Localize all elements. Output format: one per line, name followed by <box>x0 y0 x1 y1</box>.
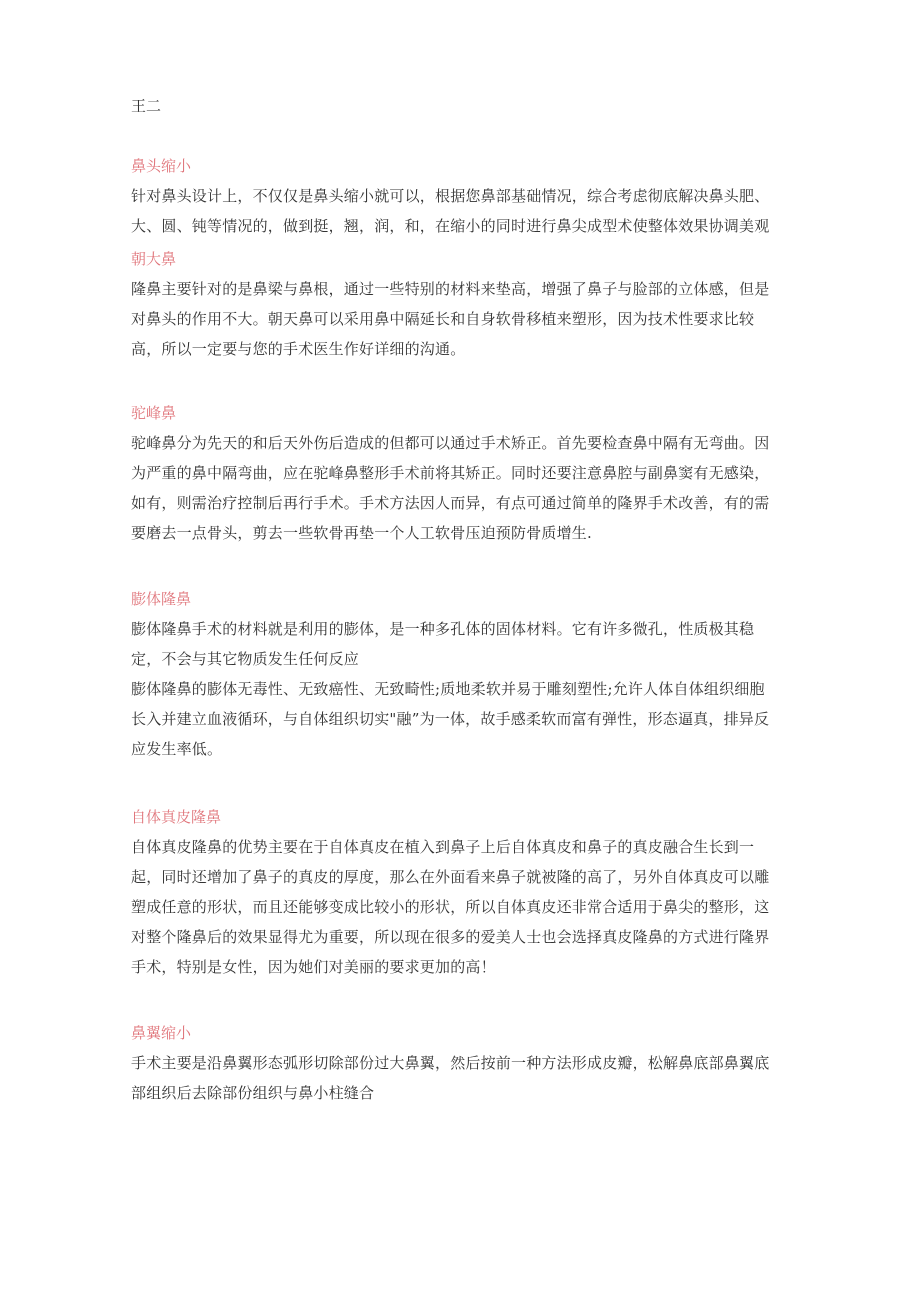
paragraph-line: 驼峰鼻分为先天的和后天外伤后造成的但都可以通过手术矫正。首先要检查鼻中隔有无弯曲。因 <box>131 434 770 452</box>
paragraph-line: 膨体隆鼻手术的材料就是利用的膨体，是一种多孔体的固体材料。它有许多微孔，性质极其稳 <box>131 620 755 638</box>
paragraph-line: 要磨去一点骨头，剪去一些软骨再垫一个人工软骨压迫预防骨质增生. <box>131 524 592 542</box>
section-eptfe-rhinoplasty <box>131 588 801 760</box>
paragraph-line: 对整个隆鼻后的效果显得尤为重要，所以现在很多的爱美人士也会选择真皮隆鼻的方式进行隆界 <box>131 928 770 946</box>
author-name: 王二 <box>131 97 162 115</box>
section-heading: 膨体隆鼻 <box>131 590 192 608</box>
section-alar-reduction <box>131 1022 801 1104</box>
paragraph-line: 塑成任意的形状，而且还能够变成比较小的形状，所以自体真皮还非常合适用于鼻尖的整形，这 <box>131 898 770 916</box>
paragraph-line: 大、圆、钝等情况的，做到挺，翘，润，和，在缩小的同时进行鼻尖成型术使整体效果协调美观 <box>131 217 770 235</box>
paragraph-line: 起，同时还增加了鼻子的真皮的厚度，那么在外面看来鼻子就被隆的高了，另外自体真皮可以雕 <box>131 868 770 886</box>
paragraph-line: 定，不会与其它物质发生任何反应 <box>131 650 360 668</box>
section-heading: 鼻翼缩小 <box>131 1024 192 1042</box>
section-heading: 朝大鼻 <box>131 250 177 268</box>
paragraph-line: 部组织后去除部份组织与鼻小柱缝合 <box>131 1084 375 1102</box>
section-heading: 自体真皮隆鼻 <box>131 808 222 826</box>
paragraph-line: 如有，则需治疗控制后再行手术。手术方法因人而异，有点可通过简单的隆界手术改善，有的需 <box>131 494 770 512</box>
paragraph-line: 应发生率低。 <box>131 740 223 758</box>
paragraph-line: 对鼻头的作用不大。朝天鼻可以采用鼻中隔延长和自身软骨移植来塑形，因为技术性要求比较 <box>131 310 755 328</box>
paragraph-line: 自体真皮隆鼻的优势主要在于自体真皮在植入到鼻子上后自体真皮和鼻子的真皮融合生长到一 <box>131 838 755 856</box>
paragraph-line: 针对鼻头设计上，不仅仅是鼻头缩小就可以，根据您鼻部基础情况，综合考虑彻底解决鼻头肥、 <box>131 187 770 205</box>
paragraph-line: 为严重的鼻中隔弯曲，应在驼峰鼻整形手术前将其矫正。同时还要注意鼻腔与副鼻窦有无感染， <box>131 464 770 482</box>
section-nose-tip-reduction <box>131 155 801 237</box>
section-heading: 驼峰鼻 <box>131 404 177 422</box>
paragraph-line: 手术主要是沿鼻翼形态弧形切除部份过大鼻翼，然后按前一种方法形成皮瓣，松解鼻底部鼻翼底 <box>131 1054 770 1072</box>
paragraph-line: 高，所以一定要与您的手术医生作好详细的沟通。 <box>131 340 466 358</box>
section-heading: 鼻头缩小 <box>131 157 192 175</box>
paragraph-line: 手术，特别是女性，因为她们对美丽的要求更加的高！ <box>131 958 496 976</box>
section-upturned-nose <box>131 248 801 360</box>
paragraph-line: 膨体隆鼻的膨体无毒性、无致癌性、无致畸性;质地柔软并易于雕刻塑性;允许人体自体组织细胞 <box>131 680 765 698</box>
paragraph-line: 隆鼻主要针对的是鼻梁与鼻根，通过一些特别的材料来垫高，增强了鼻子与脸部的立体感，但是 <box>131 280 770 298</box>
section-autologous-dermis-rhinoplasty <box>131 806 801 978</box>
section-hump-nose <box>131 402 801 544</box>
paragraph-line: 长入并建立血液循环，与自体组织切实"融”为一体，故手感柔软而富有弹性，形态逼真，排异反 <box>131 710 770 728</box>
